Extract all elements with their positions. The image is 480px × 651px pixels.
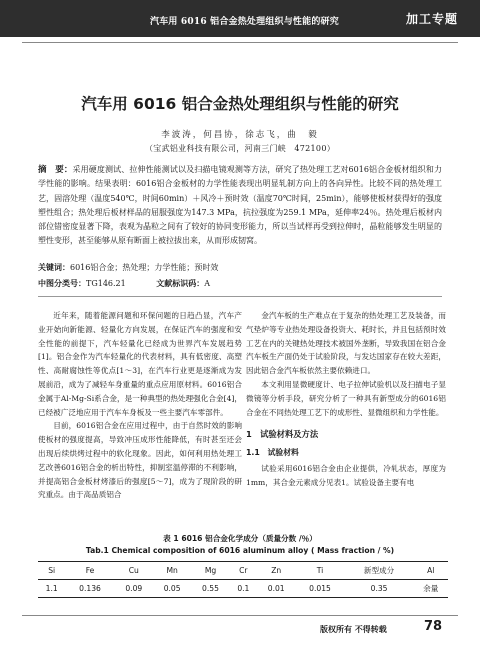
section-label: 加工专题: [405, 12, 458, 26]
table-row: [38, 580, 448, 598]
table-header: Mg: [204, 566, 217, 575]
authors: 李波涛，何昌协，徐志飞，曲 毅: [161, 130, 319, 140]
header-bar: [0, 0, 480, 37]
left-column: [38, 309, 242, 502]
abstract-divider: [38, 296, 442, 297]
paragraph: 近年来，随着能源问题和环保问题的日趋凸显，汽车产业开始向新能源、轻量化方向发展，在保证汽车的强度和安全性能的前提下，汽车轻量化已经成为世界汽车发展趋势[1]。铝合金作为汽车轻量化的代表材料，具有低密度、高塑性、高耐腐蚀性等优点[1～3]，在汽车行业更是逐渐成为发展前沿，成为了减轻车身重量的重点应用原材料。6016铝合金属于Al-Mg-Si系合金，是一种典型的热处理强化合金[4]，已经被广泛地应用于汽车车身板及一些主要汽车零部件。: [38, 311, 242, 417]
paragraph: 试验采用6016铝合金由企业提供，冷轧状态，厚度为1mm，其合金元素成分见表1。试验设备主要有电: [246, 463, 446, 487]
running-title: 汽车用 6016 铝合金热处理组织与性能的研究: [150, 17, 339, 27]
paragraph: 目前，6016铝合金在应用过程中，由于自然时效的影响使板材的强度提高，导致冲压成形性能降低，有时甚至还会出现后续烘烤过程中的软化现象。因此，如何利用热处理工艺改善6016铝合金的析出特性，抑制室温停滞的不利影响，并提高铝合金板材烤漆后的强度[5～7]，成为了现阶段的研究重点。由于高品质铝合: [38, 421, 242, 500]
table-header: Fe: [85, 566, 95, 575]
table-cell: 0.09: [125, 584, 143, 593]
table-cell: 0.136: [79, 584, 101, 593]
article-title: 汽车用 6016 铝合金热处理组织与性能的研究: [81, 95, 399, 113]
clc-value: TG146.21: [86, 279, 126, 288]
table-cell: 0.55: [202, 584, 219, 593]
table-header: Mn: [166, 566, 178, 575]
table-cell: 0.015: [309, 584, 331, 593]
subsection-heading: 1.1 试验材料: [246, 448, 299, 458]
doc-value: A: [204, 279, 211, 288]
table-cell: 0.05: [163, 584, 181, 593]
affiliation: （宝武铝业科技有限公司，河南三门峡 472100）: [144, 144, 336, 153]
table-caption-cn: 表 1 6016 铝合金化学成分（质量分数 /％）: [163, 534, 317, 543]
table-cell: 0.35: [370, 584, 388, 593]
table-header: Zn: [271, 566, 282, 575]
table-cell: 0.01: [267, 584, 285, 593]
table-cell: 1.1: [45, 584, 58, 593]
classification: [38, 278, 442, 289]
abstract-text: 采用硬度测试、拉伸性能测试以及扫描电镜观测等方法，研究了热处理工艺对6016铝合金板材组织和力学性能的影响。结果表明：6016铝合金板材的力学性能表现出明显轧制方向上的各向异性。比较不同的热处理工艺，固溶处理（温度540℃，时间60min）＋风冷＋预时效（温度70℃时间，25min），能够使板材获得好的强度塑性组合；热处理后板材样品的屈服强度为147.3 MPa，抗拉强度为259.1 MPa，延伸率24％。热处理后板材内部位错密度显著下降，表观为晶粒之间有了较好的协同变形能力，所以当试样再受到拉伸时，晶粒能够发生明显的塑性变形，甚至能够从原有断面上被拉拔出来，从而形成韧窝。: [38, 165, 442, 246]
table-caption-en: Tab.1 Chemical composition of 6016 aluminum alloy ( Mass fraction / %): [85, 546, 395, 555]
abstract-label: 摘 要：: [38, 165, 73, 175]
page-number: 78: [424, 619, 443, 634]
abstract: [38, 163, 442, 249]
table-cell: 余量: [423, 584, 439, 593]
doc-label: 文献标识码：: [156, 279, 205, 288]
table-header: Al: [427, 566, 435, 575]
table-header: Cr: [239, 566, 248, 575]
table-header-row: [38, 562, 448, 580]
keywords-label: 关键词：: [38, 263, 70, 272]
composition-table: [38, 561, 448, 598]
table-cell: 0.1: [237, 584, 250, 593]
copyright-notice: 版权所有 不得转载: [320, 624, 387, 634]
table-header: Ti: [316, 566, 324, 575]
section-heading: 1 试验材料及方法: [246, 429, 319, 440]
header-rule: [22, 42, 458, 43]
paragraph: 本文利用显微硬度计、电子拉伸试验机以及扫描电子显微镜等分析手段，研究分析了一种具有新型成分的6016铝合金在不同热处理工艺下的成形性、显微组织和力学性能。: [246, 379, 446, 417]
right-column: [246, 309, 446, 490]
keywords: [38, 262, 442, 273]
table-header: 新型成分: [363, 566, 395, 575]
keywords-text: 6016铝合金；热处理；力学性能；预时效: [70, 263, 219, 272]
table-header: Si: [48, 566, 56, 575]
clc-label: 中图分类号：: [38, 279, 86, 288]
footer-rule: [22, 615, 458, 616]
paragraph: 金汽车板的生产难点在于复杂的热处理工艺及装备，而气垫炉等专业热处理设备投资大、耗时长，并且包括预时效工艺在内的关键热处理技术被国外垄断，导致我国在铝合金汽车板生产面仍处于试验阶段，与发达国家存在较大差距，因此铝合金汽车板依然主要依赖进口。: [246, 311, 446, 376]
table-header: Cu: [128, 566, 139, 575]
